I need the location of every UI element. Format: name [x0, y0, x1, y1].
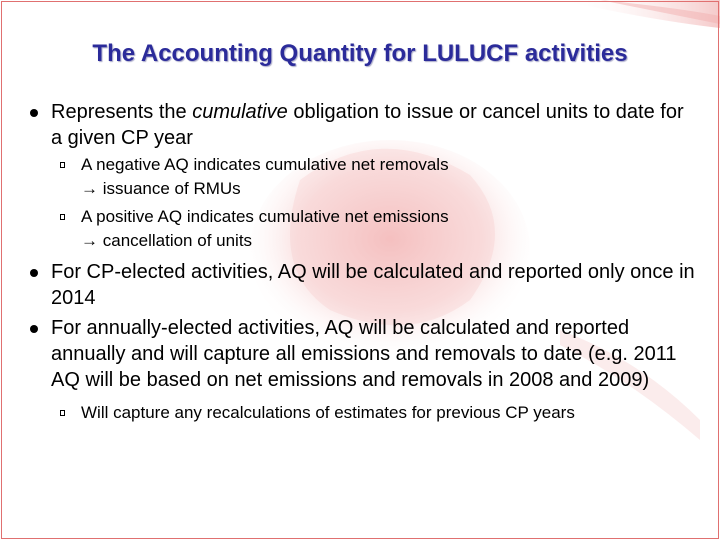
subbullet-recalculations	[30, 401, 700, 425]
bullet-dot-icon	[30, 109, 38, 117]
bullet-annually-elected	[30, 315, 700, 393]
square-bullet-icon	[60, 162, 65, 168]
bullet1-emphasis: cumulative	[192, 101, 288, 123]
sub1-line1: A negative AQ indicates cumulative net removals	[81, 155, 449, 174]
bullet1-prefix: Represents the	[51, 101, 193, 123]
subbullet-negative-aq	[30, 153, 700, 201]
sub3-text: Will capture any recalculations of estimates for previous CP years	[81, 403, 575, 422]
slide-content	[30, 99, 700, 425]
bullet-dot-icon	[30, 269, 38, 277]
bullet-cp-elected	[30, 259, 700, 311]
bullet2-text: For CP-elected activities, AQ will be calculated and reported only once in 2014	[51, 261, 695, 309]
subbullet-positive-aq	[30, 205, 700, 253]
slide-title: The Accounting Quantity for LULUCF activities	[92, 40, 628, 67]
square-bullet-icon	[60, 410, 65, 416]
bullet1-suffix: obligation to issue or cancel units to date for a given CP year	[51, 101, 684, 149]
right-arrow-icon: →	[81, 179, 98, 198]
sub2-line2: cancellation of units	[102, 231, 253, 250]
sub2-line1: A positive AQ indicates cumulative net emissions	[81, 207, 449, 226]
bullet3-text: For annually-elected activities, AQ will be calculated and reported annually and will capture all emissions and removals to date (e.g. 2011 AQ will be based on net emissions and removals in 2008 and 2009)	[51, 317, 677, 391]
sub1-line2: issuance of RMUs	[102, 179, 241, 198]
bullet-dot-icon	[30, 325, 38, 333]
bullet-cumulative-obligation	[30, 99, 700, 151]
square-bullet-icon	[60, 214, 65, 220]
right-arrow-icon: →	[81, 231, 98, 250]
